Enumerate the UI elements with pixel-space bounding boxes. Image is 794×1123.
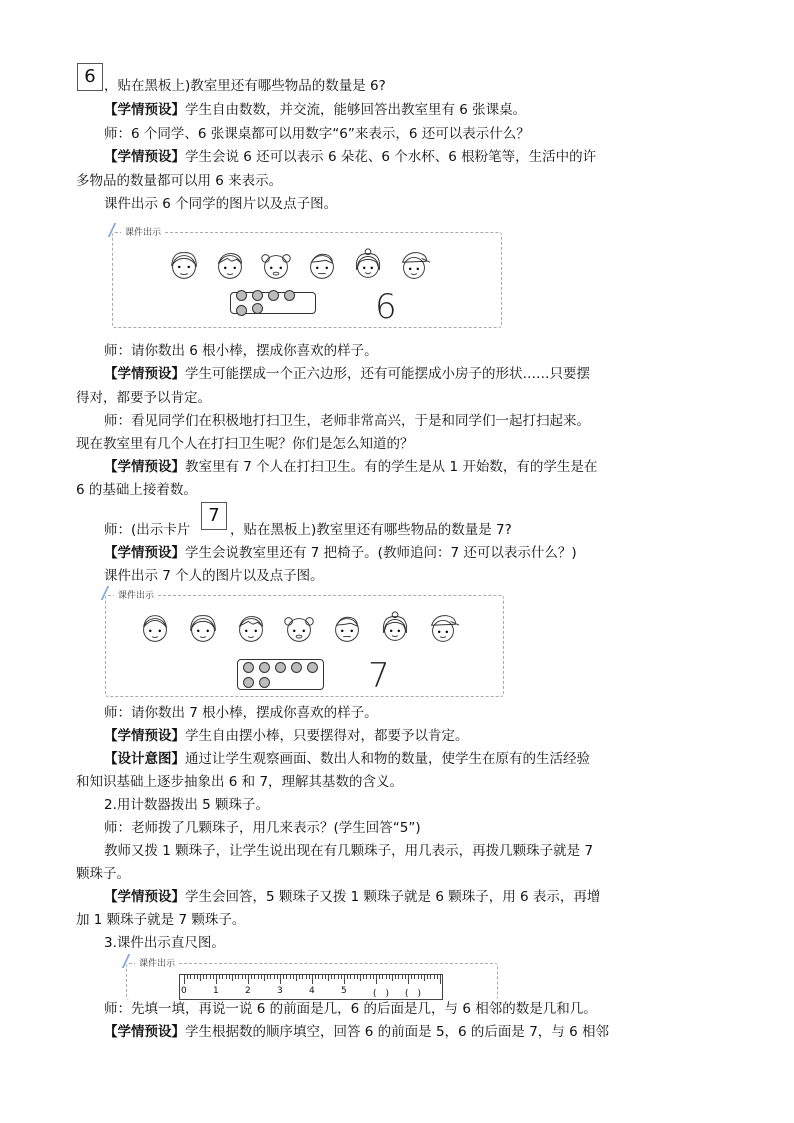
ruler-tick bbox=[331, 975, 332, 979]
ruler-label: ( ) bbox=[373, 989, 390, 999]
ruler-tick bbox=[251, 975, 252, 979]
dot bbox=[236, 290, 247, 301]
text-line: 师：请你数出 6 根小棒，摆成你喜欢的样子。 bbox=[104, 343, 378, 359]
text-line: 多物品的数量都可以用 6 来表示。 bbox=[76, 173, 283, 189]
panel-label: 课件出示 bbox=[121, 225, 165, 238]
text-line: ，贴在黑板上)教室里还有哪些物品的数量是 6? bbox=[104, 78, 386, 94]
text-line bbox=[104, 1022, 664, 1042]
ruler-tick bbox=[222, 975, 223, 979]
child-face-icon bbox=[136, 610, 174, 648]
ruler-tick bbox=[357, 975, 358, 979]
ruler-tick bbox=[398, 975, 399, 979]
ruler-tick bbox=[309, 975, 310, 979]
ruler-tick bbox=[258, 975, 259, 979]
ruler-tick bbox=[350, 975, 351, 979]
text: 学生会说 6 还可以表示 6 朵花、6 个水杯、6 根粉笔等，生活中的许 bbox=[185, 149, 597, 165]
ruler-tick bbox=[395, 975, 396, 979]
ruler-tick bbox=[226, 975, 227, 979]
dot-diagram-6 bbox=[230, 292, 316, 314]
ruler-tick bbox=[370, 975, 371, 979]
tag: 【学情预设】 bbox=[104, 545, 185, 561]
ruler-tick bbox=[248, 975, 249, 984]
text-line bbox=[104, 749, 664, 769]
ruler-tick bbox=[203, 975, 204, 979]
tag: 【学情预设】 bbox=[104, 459, 185, 475]
text-line: 师：请你数出 7 根小棒，摆成你喜欢的样子。 bbox=[104, 705, 378, 721]
ruler-tick bbox=[206, 975, 207, 979]
ruler-tick bbox=[424, 975, 425, 981]
ruler-tick bbox=[354, 975, 355, 979]
ruler-tick bbox=[373, 975, 374, 979]
tag: 【学情预设】 bbox=[104, 1024, 185, 1040]
dot bbox=[284, 290, 295, 301]
tag: 【学情预设】 bbox=[104, 366, 185, 382]
ruler-tick bbox=[325, 975, 326, 979]
child-face-icon bbox=[257, 247, 295, 285]
text-line bbox=[104, 364, 664, 384]
ruler-tick bbox=[242, 975, 243, 979]
text-line: 教师又拨 1 颗珠子，让学生说出现在有几颗珠子，用几表示，再拨几颗珠子就是 7 bbox=[104, 843, 594, 859]
dot bbox=[291, 662, 302, 673]
child-face-icon bbox=[328, 610, 366, 648]
tag: 【学情预设】 bbox=[104, 889, 185, 905]
text-line: 6 的基础上接着数。 bbox=[76, 482, 197, 498]
ruler-tick bbox=[264, 975, 265, 981]
ruler-tick bbox=[328, 975, 329, 981]
ruler-tick bbox=[238, 975, 239, 979]
child-face-icon bbox=[280, 610, 318, 648]
tag: 【设计意图】 bbox=[104, 751, 185, 767]
ruler-tick bbox=[318, 975, 319, 979]
children-illustrations bbox=[165, 247, 433, 285]
ruler-tick bbox=[293, 975, 294, 979]
text-line bbox=[104, 887, 664, 907]
ruler-tick bbox=[197, 975, 198, 979]
ruler-label: 3 bbox=[277, 986, 283, 996]
ruler-tick bbox=[274, 975, 275, 979]
child-face-icon bbox=[165, 247, 203, 285]
ruler-tick bbox=[315, 975, 316, 979]
text: 通过让学生观察画面、数出人和物的数量，使学生在原有的生活经验 bbox=[185, 751, 590, 767]
ruler-tick bbox=[392, 975, 393, 981]
dot bbox=[307, 662, 318, 673]
ruler-tick bbox=[402, 975, 403, 979]
child-face-icon bbox=[184, 610, 222, 648]
text: 教室里有 7 个人在打扫卫生。有的学生是从 1 开始数，有的学生是在 bbox=[185, 459, 598, 475]
ruler-tick bbox=[360, 975, 361, 981]
ruler-tick bbox=[277, 975, 278, 979]
ruler-tick bbox=[219, 975, 220, 979]
dot bbox=[252, 303, 263, 314]
ruler-tick bbox=[389, 975, 390, 979]
ruler-tick bbox=[414, 975, 415, 979]
ruler-tick bbox=[245, 975, 246, 979]
ruler-tick bbox=[267, 975, 268, 979]
ruler-tick bbox=[261, 975, 262, 979]
text-line: ，贴在黑板上)教室里还有哪些物品的数量是 7? bbox=[230, 522, 512, 538]
tag: 【学情预设】 bbox=[104, 149, 185, 165]
ruler-tick bbox=[232, 975, 233, 981]
number-card-7: 7 bbox=[201, 502, 227, 530]
child-face-icon bbox=[395, 247, 433, 285]
ruler-tick bbox=[411, 975, 412, 979]
text-line: 师：看见同学们在积极地打扫卫生，老师非常高兴，于是和同学们一起打扫起来。 bbox=[104, 413, 590, 429]
number-card-6: 6 bbox=[77, 63, 103, 91]
child-face-icon bbox=[211, 247, 249, 285]
ruler-tick bbox=[408, 975, 409, 984]
courseware-panel-ruler bbox=[126, 959, 498, 1000]
ruler-tick bbox=[270, 975, 271, 979]
tag: 【学情预设】 bbox=[104, 102, 185, 118]
dot bbox=[275, 662, 286, 673]
ruler-tick bbox=[322, 975, 323, 979]
dot bbox=[252, 290, 263, 301]
ruler-tick bbox=[235, 975, 236, 979]
dot bbox=[236, 305, 247, 316]
ruler-tick bbox=[280, 975, 281, 984]
dot bbox=[243, 662, 254, 673]
dot-diagram-7 bbox=[237, 659, 324, 690]
ruler-tick bbox=[440, 975, 441, 984]
child-face-icon bbox=[376, 610, 414, 648]
courseware-panel-7 bbox=[105, 591, 504, 697]
ruler-tick bbox=[216, 975, 217, 984]
text-line: 师：老师拨了几颗珠子，用几来表示？(学生回答“5”) bbox=[104, 820, 421, 836]
text-line: 课件出示 7 个人的图片以及点子图。 bbox=[104, 568, 324, 584]
text-line: 颗珠子。 bbox=[76, 866, 130, 882]
ruler-tick bbox=[338, 975, 339, 979]
ruler-tick bbox=[306, 975, 307, 979]
dot bbox=[259, 662, 270, 673]
ruler-tick bbox=[427, 975, 428, 979]
ruler-tick bbox=[405, 975, 406, 979]
text-line: 3.课件出示直尺图。 bbox=[104, 935, 225, 951]
children-illustrations bbox=[136, 610, 462, 648]
text: 学生会回答，5 颗珠子又拨 1 颗珠子就是 6 颗珠子，用 6 表示，再增 bbox=[185, 889, 601, 905]
panel-number: 7 bbox=[368, 656, 390, 696]
ruler-tick bbox=[194, 975, 195, 979]
ruler-label: 0 bbox=[181, 986, 187, 996]
panel-number: 6 bbox=[375, 287, 397, 327]
ruler-tick bbox=[334, 975, 335, 979]
tag: 【学情预设】 bbox=[104, 728, 185, 744]
ruler-tick bbox=[229, 975, 230, 979]
text: 学生会说教室里还有 7 把椅子。(教师追问：7 还可以表示什么？) bbox=[185, 545, 577, 561]
ruler-tick bbox=[437, 975, 438, 979]
courseware-panel-6 bbox=[112, 228, 502, 328]
ruler-label: 5 bbox=[341, 986, 347, 996]
dot bbox=[268, 290, 279, 301]
text: 学生可能摆成一个正六边形，还有可能摆成小房子的形状……只要摆 bbox=[185, 366, 590, 382]
child-face-icon bbox=[349, 247, 387, 285]
ruler-tick bbox=[299, 975, 300, 979]
ruler-tick bbox=[379, 975, 380, 979]
ruler-tick bbox=[184, 975, 185, 984]
child-face-icon bbox=[424, 610, 462, 648]
ruler-tick bbox=[302, 975, 303, 979]
ruler-tick bbox=[210, 975, 211, 979]
ruler-tick bbox=[200, 975, 201, 981]
ruler-tick bbox=[434, 975, 435, 979]
text-line: 师：先填一填，再说一说 6 的前面是几，6 的后面是几，与 6 相邻的数是几和几。 bbox=[104, 1001, 597, 1017]
ruler-label: 4 bbox=[309, 986, 315, 996]
child-face-icon bbox=[232, 610, 270, 648]
ruler-tick bbox=[296, 975, 297, 981]
ruler-tick bbox=[382, 975, 383, 979]
ruler-tick bbox=[376, 975, 377, 984]
ruler-tick bbox=[213, 975, 214, 979]
dot bbox=[259, 677, 270, 688]
panel-label: 课件出示 bbox=[114, 588, 158, 601]
ruler-tick bbox=[190, 975, 191, 979]
ruler-tick bbox=[187, 975, 188, 979]
ruler-tick bbox=[312, 975, 313, 984]
ruler bbox=[179, 974, 443, 1000]
text-line bbox=[104, 457, 664, 477]
ruler-tick bbox=[290, 975, 291, 979]
text: 学生自由数数，并交流，能够回答出教室里有 6 张课桌。 bbox=[185, 102, 527, 118]
ruler-tick bbox=[286, 975, 287, 979]
ruler-label: ( ) bbox=[405, 989, 422, 999]
ruler-label: 2 bbox=[245, 986, 251, 996]
text-line bbox=[104, 726, 664, 746]
ruler-tick bbox=[344, 975, 345, 984]
ruler-tick bbox=[386, 975, 387, 979]
text-line: 课件出示 6 个同学的图片以及点子图。 bbox=[104, 196, 338, 212]
text-line bbox=[104, 100, 664, 120]
text-line: 得对，都要予以肯定。 bbox=[76, 390, 211, 406]
panel-label: 课件出示 bbox=[135, 956, 179, 969]
text-line: 2.用计数器拨出 5 颗珠子。 bbox=[104, 797, 270, 813]
text-line: 加 1 颗珠子就是 7 颗珠子。 bbox=[76, 912, 246, 928]
text-line: 师：6 个同学、6 张课桌都可以用数字“6”来表示，6 还可以表示什么？ bbox=[104, 126, 530, 142]
child-face-icon bbox=[303, 247, 341, 285]
text-line: 现在教室里有几个人在打扫卫生呢？你们是怎么知道的？ bbox=[76, 436, 414, 452]
ruler-tick bbox=[283, 975, 284, 979]
ruler-tick bbox=[366, 975, 367, 979]
ruler-tick bbox=[341, 975, 342, 979]
text-line bbox=[104, 543, 664, 563]
ruler-tick bbox=[430, 975, 431, 979]
ruler-tick bbox=[421, 975, 422, 979]
ruler-tick bbox=[347, 975, 348, 979]
text: 学生根据数的顺序填空，回答 6 的前面是 5，6 的后面是 7，与 6 相邻 bbox=[185, 1024, 609, 1040]
ruler-tick bbox=[254, 975, 255, 979]
text-line bbox=[104, 147, 664, 167]
text-line: 师：(出示卡片 bbox=[104, 522, 191, 538]
ruler-label: 1 bbox=[213, 986, 219, 996]
ruler-tick bbox=[363, 975, 364, 979]
ruler-tick bbox=[418, 975, 419, 979]
dot bbox=[243, 677, 254, 688]
text: 学生自由摆小棒，只要摆得对，都要予以肯定。 bbox=[185, 728, 469, 744]
text-line: 和知识基础上逐步抽象出 6 和 7，理解其基数的含义。 bbox=[76, 774, 404, 790]
